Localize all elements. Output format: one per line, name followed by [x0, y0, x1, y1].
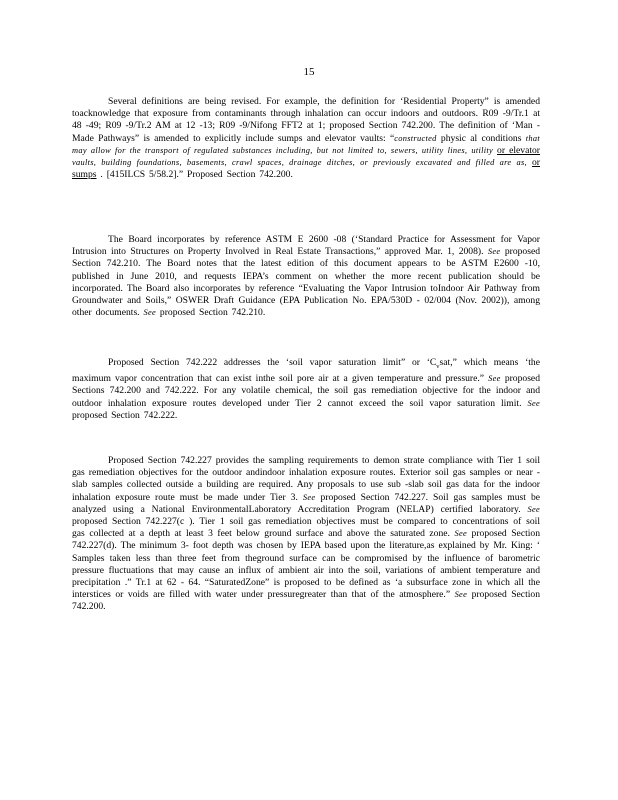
text-run: See [488, 374, 501, 384]
text-run: proposed Section 742.222. [72, 409, 178, 421]
text-run: proposed Section 742.227(c ). Tier 1 soil gas remediation objectives must be compared to concentrations of soil gas collected at a depth at least 3 feet below ground surface and above the saturated zone. [72, 516, 540, 540]
text-run: sat [439, 357, 451, 368]
text-run: Proposed Section 742.227 provides the sampling requirements to demon strate compliance with Tier 1 soil gas remediation objectives for the outdoor andindoor inhalation exposure routes. Exterior soil gas samples or near -slab samples collected outside a building are required. Any proposals to use sub -slab soil gas data for the indoor inhalation exposure route must be made under Tier 3. [72, 455, 540, 503]
text-run: See [143, 308, 157, 318]
paragraph-incorporation-by-reference [72, 234, 540, 319]
page-number: 15 [303, 66, 315, 78]
text-run: physic al conditions [436, 132, 526, 144]
text-run: or elevator [497, 144, 540, 156]
text-run: proposed Section 742.210. [156, 307, 266, 319]
text-run: The Board incorporates by reference ASTM E 2600 -08 (‘Standard Practice for Assessment for Vapor Intrusion into Structures on Property Involved in Real Estate Transactions,” approved Mar. 1, 2008). [72, 234, 540, 258]
text-run: proposed Section 742.227. Soil gas samples must be analyzed using a National EnvironmentalLaboratory Accreditation Program (NELAP) certified laboratory. [72, 491, 541, 515]
text-run: vaults, building foundations, basements, crawl spaces, drainage ditches, or previously excavated and filled are as, [72, 158, 527, 168]
text-run: proposed Section 742.210. The Board notes that the latest edition of this document appears to be ASTM E2600 -10, published in June 2010, and requests IEPA’s comment on whether the more recent publication should be incorporated. The Board also incorporates by reference “Evaluating the Vapor Intrusion toIndoor Air Pathway from Groundwater and Soils,” OSWER Draft Guidance (EPA Publication No. EPA/530D - 02/004 (Nov. 2002)), among other documents. [72, 246, 541, 319]
text-run: See [527, 504, 540, 514]
paragraph-definitions [72, 96, 540, 181]
text-run: See [527, 398, 540, 408]
text-run: v [436, 362, 440, 370]
paragraph-soil-vapor-saturation [72, 357, 540, 422]
paragraph-sampling-requirements [72, 455, 540, 614]
text-run: See [454, 529, 467, 539]
text-run: that may allow for the transport of regulated substances including, but not limited to, sewers, utility lines, utility [72, 133, 541, 155]
text-run: proposed Section 742.227(d). The minimum 3- foot depth was chosen by IEPA based upon the literature,as explained by Mr. King: ‘ Samples taken less than three feet from theground surface can be compromised by the influence of barometric pressure fluctuations that may cause an influx of ambient air into the soil, variations of ambient temperature and precipitation .” Tr.1 at 62 - 64. “SaturatedZone” is proposed to be defined as ‘a subsurface zone in which all the interstices or voids are filled with water under pressuregreater than that of the atmosphere.” [72, 528, 540, 601]
text-run: Several definitions are being revised. For example, the definition for ‘Residential Property” is amended toacknowledge that exposure from contaminants through inhalation can occur indoors and outdoors. R09 -9/Tr.1 at 48 -49; R09 -9/Tr.2 AM at 12 -13; R09 -9/Nifong FFT2 at 1; proposed Section 742.200. The definition of ‘Man -Made Pathways” is amended to explicitly include sumps and elevator vaults: “ [72, 96, 540, 144]
text-run: See [454, 590, 468, 600]
text-run: or sumps [72, 157, 540, 181]
text-run: See [302, 492, 316, 502]
text-run: proposed Sections 742.200 and 742.222. For any volatile chemical, the soil gas remediation objective for the indoor and outdoor inhalation exposure routes developed under Tier 2 cannot exceed the soil vapor saturation limit. [72, 373, 540, 409]
text-run: constructed [394, 133, 437, 143]
text-run: See [487, 247, 501, 257]
text-run: ,” which means ‘the maximum vapor concentration that can exist inthe soil pore air at a given temperature and pressure.” [72, 357, 540, 385]
text-run: proposed Section 742.200. [72, 589, 540, 613]
text-run: Proposed Section 742.222 addresses the ‘soil vapor saturation limit” or ‘C [108, 357, 437, 368]
text-run: . [415ILCS 5/58.2].” Proposed Section 742.200. [96, 169, 293, 181]
